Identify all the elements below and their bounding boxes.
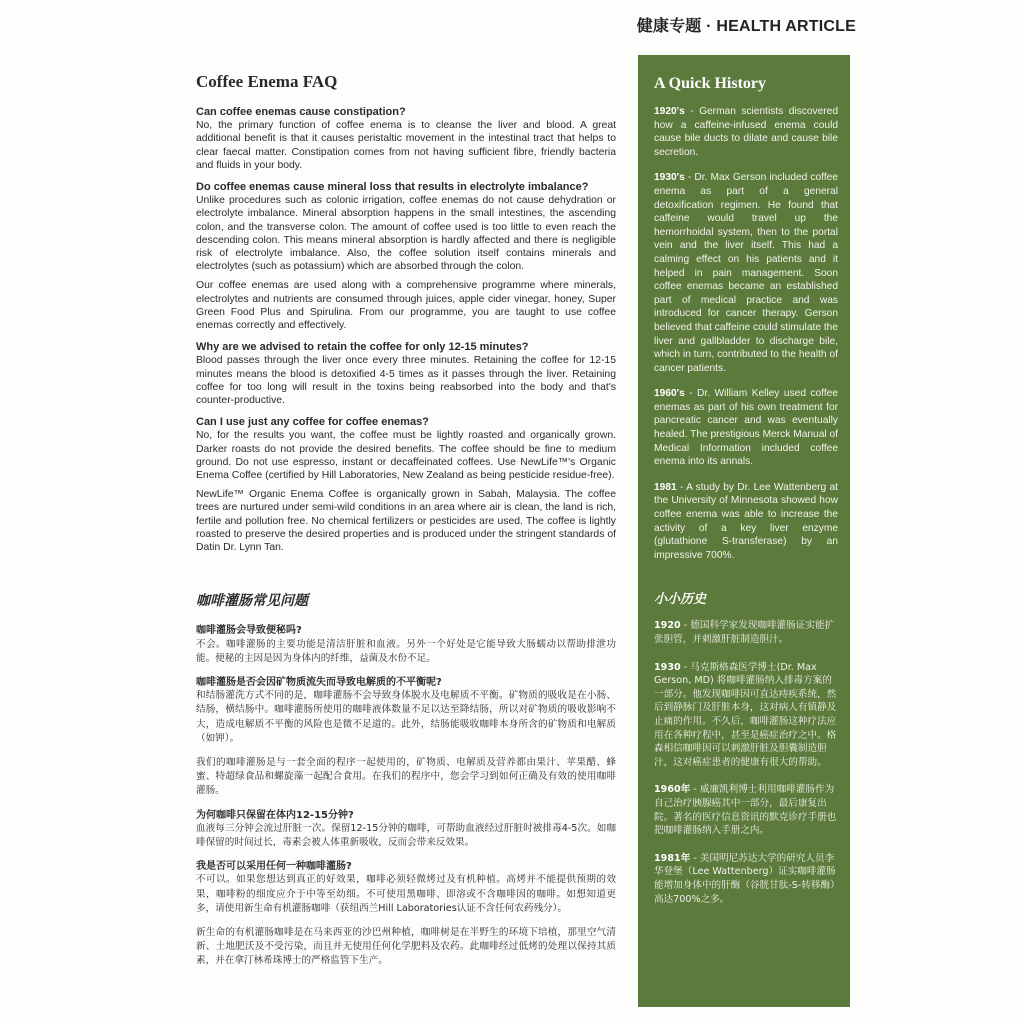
history-year: 1960's bbox=[654, 388, 685, 400]
faq-question: Can coffee enemas cause constipation? bbox=[196, 106, 406, 118]
faq-answer: Unlike procedures such as colonic irrigation, coffee enemas do not cause dehydration or electrolyte imbalance. Mineral absorption happens in the small intestines, the ascending colon, and the transverse colon. The amount of coffee used is too little to even reach the descending colon. This means mineral absorption is hardly affected and there is negligible risk of electrolyte imbalance. Also, the coffee solution itself contains minerals and electrolytes (such as potassium) which are absorbed through the colon. bbox=[196, 195, 616, 273]
main-article bbox=[196, 72, 616, 979]
zh-history-text: - 德国科学家发现咖啡灌肠证实能扩张胆管，并刺激肝脏制造胆汁。 bbox=[654, 620, 835, 645]
zh-faq-answer: 新生命的有机灌肠咖啡是在马来西亚的沙巴州种植，咖啡树是在半野生的环境下培植，那里空气清新、土地肥沃及不受污染，而且并无使用任何化学肥料及农药。此咖啡经过低烤的处理以保持其质素，并在拿汀林希珠博士的严格监管下生产。 bbox=[196, 926, 616, 967]
faq-item bbox=[196, 341, 616, 407]
zh-faq-answer: 不会。咖啡灌肠的主要功能是清洁肝脏和血液。另外一个好处是它能导致大肠蠕动以帮助排泄功能。便秘的主因是因为身体内的纤维，益菌及水份不足。 bbox=[196, 638, 616, 664]
sidebar-title: A Quick History bbox=[654, 75, 767, 92]
sidebar-zh-title: 小小历史 bbox=[654, 592, 707, 608]
faq-item bbox=[196, 181, 616, 332]
history-year: 1981 bbox=[654, 481, 677, 493]
zh-faq-answer: 不可以。如果您想达到真正的好效果，咖啡必须轻微烤过及有机种植。高烤并不能提供预期的效果，咖啡粉的细度应介于中等至幼细。不可使用黑咖啡、即溶或不含咖啡因的咖啡。如想知道更多，请使用新生命有机灌肠咖啡（获纽西兰Hill Laboratories认证不含任何农药残分）。 bbox=[196, 874, 616, 914]
zh-faq-answer: 我们的咖啡灌肠是与一套全面的程序一起使用的，矿物质、电解质及营养都由果汁、苹果醋、蜂蜜、特超绿食品和螺旋藻一起配合食用。在我们的程序中，您会学习到如何正确及有效的使用咖啡灌肠。 bbox=[196, 756, 616, 797]
faq-question: Do coffee enemas cause mineral loss that results in electrolyte imbalance? bbox=[196, 181, 589, 194]
zh-history-entry bbox=[654, 619, 838, 646]
zh-faq-answer: 和结肠灌洗方式不同的是，咖啡灌肠不会导致身体脱水及电解质不平衡。矿物质的吸收是在小肠、结肠，横结肠中。咖啡灌肠所使用的咖啡液体数量不足以达至降结肠，所以对矿物质的吸收影响不大，造成电解质不平衡的风险也是微不足道的。此外，结肠能吸收咖啡本身所含的矿物质和电解质（如钾）。 bbox=[196, 690, 616, 744]
zh-faq-answer: 血液每三分钟会流过肝脏一次。保留12-15分钟的咖啡，可帮助血液经过肝脏时被排毒4-5次。如咖啡保留的时间过长，毒素会被人体重新吸收，反而会带来反效果。 bbox=[196, 822, 616, 848]
zh-history-year: 1960年 bbox=[654, 784, 691, 796]
faq-item bbox=[196, 106, 616, 172]
faq-answer: No, the primary function of coffee enema is to cleanse the liver and blood. A great additional benefit is that it causes peristaltic movement in the intestinal tract that helps to clear faecal matter. Constipation comes from not having sufficient fibre, friendly bacteria and fluids in your body. bbox=[196, 120, 616, 171]
zh-history-entry bbox=[654, 661, 838, 770]
history-entry bbox=[654, 481, 838, 563]
faq-question: Can I use just any coffee for coffee enemas? bbox=[196, 416, 429, 429]
history-text: - A study by Dr. Lee Wattenberg at the University of Minnesota showed how coffee enema was able to increase the activity of a key liver enzyme (glutathione S-transferase) by an impressive 700%. bbox=[654, 481, 838, 561]
history-sidebar bbox=[638, 55, 850, 1007]
zh-faq-question: 为何咖啡只保留在体内12-15分钟? bbox=[196, 809, 354, 821]
faq-answer: Blood passes through the liver once every three minutes. Retaining the coffee for 12-15 minutes means the blood is detoxified 4-5 times as it passes through the liver. Retaining coffee for too long will result in the toxins being reabsorbed into the body and that's counter-productive. bbox=[196, 355, 616, 407]
zh-history-year: 1981年 bbox=[654, 852, 691, 864]
zh-article-title: 咖啡灌肠常见问题 bbox=[196, 593, 308, 610]
page-header: 健康专题 · HEALTH ARTICLE bbox=[636, 18, 856, 35]
faq-answer: NewLife™ Organic Enema Coffee is organically grown in Sabah, Malaysia. The coffee trees are nurtured under semi-wild conditions in an area where air is clean, the land is rich, fertile and pollution free. No chemical fertilizers or pesticides are used. The coffee is lightly roasted to preserve the desired properties and is produced under the stringent standards of Datin Dr. Lynn Tan. bbox=[196, 489, 616, 554]
zh-history-text: - 马克斯格森医学博士(Dr. Max Gerson, MD) 将咖啡灌肠纳入排毒方案的一部分。他发现咖啡因可直达痔疾系统，然后到静脉门及肝脏本身，这对病人有镇静及止痛的作用。不久后，咖啡灌肠这种疗法应用在各种疗程中，甚至是癌症治疗之中。格森相信咖啡因可以刺激肝脏及胆囊制造胆汁，这对癌症患者的健康有很大的帮助。 bbox=[654, 661, 837, 768]
history-year: 1920's bbox=[654, 106, 685, 117]
history-text: - German scientists discovered how a caffeine-infused enema could cause bile ducts to dilate and cause bile secretion. bbox=[654, 106, 838, 158]
article-title: Coffee Enema FAQ bbox=[196, 72, 338, 91]
zh-faq-question: 我是否可以采用任何一种咖啡灌肠? bbox=[196, 861, 352, 873]
history-year: 1930's bbox=[654, 172, 685, 184]
zh-faq-item bbox=[196, 809, 616, 851]
history-entry bbox=[654, 387, 838, 469]
zh-history-entry bbox=[654, 852, 838, 906]
zh-faq-question: 咖啡灌肠会导致便秘吗? bbox=[196, 625, 302, 637]
faq-answer: No, for the results you want, the coffee must be lightly roasted and organically grown. Darker roasts do not provide the desired benefits. The coffee should be fine to medium ground. Do not use espresso, instant or decaffeinated coffees. Use NewLife™'s Organic Enema Coffee (certified by Hill Laboratories, New Zealand as being pesticide residue-free). bbox=[196, 430, 616, 482]
faq-item bbox=[196, 416, 616, 554]
zh-faq-item bbox=[196, 676, 616, 799]
zh-faq-item bbox=[196, 860, 616, 968]
history-text: - Dr. William Kelley used coffee enemas as part of his own treatment for pancreatic cancer and was eventually healed. The prestigious Merck Manual of Medical Information included coffee enema into its annals. bbox=[654, 388, 838, 468]
zh-history-text: - 美国明尼苏达大学的研究人员李华登堡（Lee Wattenberg）证实咖啡灌肠能增加身体中的肝酶（谷胱甘肽-S-转移酶）高达700%之多。 bbox=[654, 852, 836, 905]
zh-faq-item bbox=[196, 624, 616, 666]
faq-question: Why are we advised to retain the coffee for only 12-15 minutes? bbox=[196, 341, 529, 354]
history-entry bbox=[654, 171, 838, 375]
zh-history-entry bbox=[654, 783, 838, 837]
zh-faq-question: 咖啡灌肠是否会因矿物质流失而导致电解质的不平衡呢? bbox=[196, 676, 442, 688]
zh-history-text: - 威廉凯利博士利用咖啡灌肠作为自己治疗胰腺癌其中一部分，最后康复出院。著名的医疗信息资讯的默克诊疗手册也把咖啡灌肠纳入手册之内。 bbox=[654, 784, 837, 837]
zh-history-year: 1920 bbox=[654, 620, 681, 632]
faq-answer: Our coffee enemas are used along with a comprehensive programme where minerals, electrolytes and nutrients are consumed through juices, apple cider vinegar, honey, Super Green Food Plus and Spirulina. From our programme, you are taught to use coffee enemas correctly and effectively. bbox=[196, 280, 616, 332]
zh-history-year: 1930 bbox=[654, 661, 681, 673]
history-text: - Dr. Max Gerson included coffee enema as part of a general detoxification regimen. He found that caffeine would travel up the hemorrhoidal system, then to the portal vein and the liver itself. This had a calming effect on his patients and it helped in pain management. Soon coffee enemas became an established part of medical practice and was introduced for cancer therapy. Gerson believed that caffeine could stimulate the liver and gallbladder to discharge bile, which in turn, contributed to the health of cancer patients. bbox=[654, 172, 838, 374]
history-entry bbox=[654, 105, 838, 159]
